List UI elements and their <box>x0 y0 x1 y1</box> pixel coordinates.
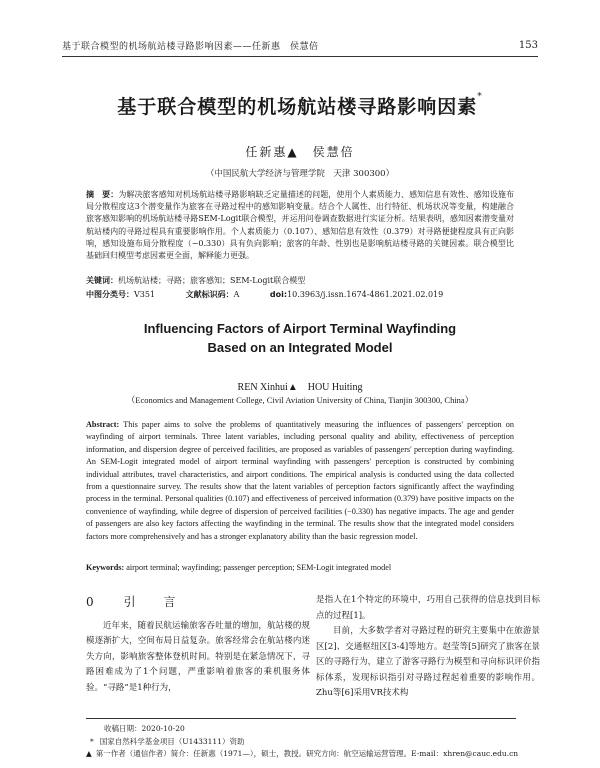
classification-meta <box>86 289 514 301</box>
footnotes <box>86 718 519 761</box>
title-footnote-mark: * <box>477 92 483 102</box>
affiliation-en: （Economics and Management College, Civil Aviation University of China, Tianjin 300300, China） <box>126 395 474 405</box>
section-heading <box>86 595 310 611</box>
paper-title-cn <box>0 92 600 119</box>
abstract-en-label: Abstract: <box>86 420 120 429</box>
received-label: 收稿日期： <box>104 724 142 733</box>
doc-code-label: 文献标识码： <box>185 290 234 299</box>
received-date: 2020-10-20 <box>141 724 185 733</box>
doi <box>270 290 443 299</box>
body-column-right <box>316 593 540 702</box>
running-header-title: 基于联合模型的机场航站楼寻路影响因素——任新惠 侯慧倍 <box>62 42 319 52</box>
section-number: 0 <box>86 595 102 609</box>
running-header <box>62 40 538 57</box>
abstract-cn <box>86 189 514 262</box>
keywords-en-label: Keywords: <box>86 563 125 572</box>
doi-value: 10.3963/j.issn.1674-4861.2021.02.019 <box>287 290 444 299</box>
paper-title-cn-text: 基于联合模型的机场航站楼寻路影响因素 <box>117 96 478 118</box>
author-mark: ▲ <box>86 749 92 758</box>
paper-title-en-line2: Based on an Integrated Model <box>207 340 393 355</box>
document-code <box>186 290 240 299</box>
author-text: 第一作者（通信作者）简介：任新惠（1971—），硕士，教授。研究方向：航空运输运营管理。E-mail：xhren@cauc.edu.cn <box>95 749 519 758</box>
abstract-cn-label: 摘 要： <box>86 190 119 199</box>
body-paragraph: 目前，大多数学者对寻路过程的研究主要集中在旅游景区[2]、交通枢纽区[3-4]等地方。赵莹等[5]研究了旅客在景区的寻路行为，建立了游客寻路行为模型和寻向标识评价指标体系，发现标识指引对寻路过程起着重要的影响作用。Zhu等[6]采用VR技术构 <box>316 626 540 698</box>
paper-title-en-line1: Influencing Factors of Airport Terminal Wayfinding <box>143 321 457 336</box>
abstract-cn-text: 为解决旅客感知对机场航站楼寻路影响缺乏定量描述的问题，使用个人素质能力、感知信息有效性、感知设施布局分散程度这3个潜变量作为旅客在寻路过程中的感知影响变量。结合个人属性、出行特征、机场状况等变量，构建融合旅客感知影响的机场航站楼寻路SEM-Logit联合模型，并运用问卷调查数据进行实证分析。结果表明，感知因素潜变量对航站楼内的寻路过程具有重要影响作用。个人素质能力（0.107）、感知信息有效性（0.379）对寻路便捷程度具有正向影响，感知设施布局分散程度（−0.330）具有负向影响；旅客的年龄、性别也是影响航站楼寻路的关键因素。联合模型比基础回归模型考虑因素更全面，解释能力更强。 <box>86 190 514 261</box>
keywords-en <box>86 563 514 572</box>
doi-label: doi: <box>269 290 288 299</box>
body-paragraph: 是指人在1个特定的环境中，巧用自己获得的信息找到目标点的过程[1]。 <box>316 595 540 621</box>
abstract-en <box>86 419 514 543</box>
affiliation-cn: （中国民航大学经济与管理学院 天津 300300） <box>205 169 395 179</box>
footnote-author <box>86 748 519 761</box>
keywords-en-text: airport terminal; wayfinding; passenger perception; SEM-Logit integrated model <box>126 563 392 572</box>
doc-code-value: A <box>233 290 240 299</box>
keywords-cn-label: 关键词： <box>86 276 118 285</box>
keywords-cn <box>86 275 514 287</box>
body-paragraph: 近年来，随着民航运输旅客吞吐量的增加，航站楼的规模逐渐扩大，空间布局日益复杂。旅客经常会在航站楼内迷失方向，影响旅客整体登机时间。特别是在紧急情况下，寻路困难成为了1个问题，严重影响着旅客的乘机服务体验。“寻路”是1种行为， <box>86 620 310 693</box>
authors-cn: 任新惠▲ 侯慧倍 <box>245 145 355 159</box>
clc-label: 中图分类号： <box>86 290 134 299</box>
keywords-cn-text: 机场航站楼；寻路；旅客感知；SEM-Logit联合模型 <box>118 276 306 285</box>
fund-text: 国家自然科学基金项目（U1433111）资助 <box>99 736 245 746</box>
footnote-received <box>86 723 516 736</box>
fund-mark: * <box>90 736 94 746</box>
authors-en: REN Xinhui▲ HOU Huiting <box>237 382 363 393</box>
section-title: 引 言 <box>123 595 184 609</box>
body-column-left <box>86 593 310 696</box>
footnote-fund <box>86 736 516 749</box>
paper-title-en <box>0 319 600 357</box>
clc-value: V351 <box>134 290 156 299</box>
clc-number <box>86 290 155 299</box>
page-number: 153 <box>518 40 538 51</box>
abstract-en-text: This paper aims to solve the problems of quantitatively measuring the influences of passengers' perception on wayfinding of airport terminals. Three latent variables, including personal quality and ability, effectiveness of perception information, and dispersion degree of perceived facilities, are proposed as variables of passengers' perception during wayfinding. An SEM-Logit integrated model of airport terminal wayfinding with passengers' perception is constructed by combining individual attributes, travel characteristics, and airport conditions. The empirical analysis is conducted using the data collected from a questionnaire survey. The results show that the latent variables of perception factors significantly affect the wayfinding process in the terminal. Personal qualities (0.107) and effectiveness of perceived information (0.379) have positive impacts on the convenience of wayfinding, while degree of dispersion of perceived facilities (−0.330) has negative impacts. The age and gender of passengers are also key factors affecting the wayfinding in the terminal. The results show that the integrated model considers factors more comprehensively and has a stronger explanatory ability than the basic regression model. <box>86 420 514 541</box>
